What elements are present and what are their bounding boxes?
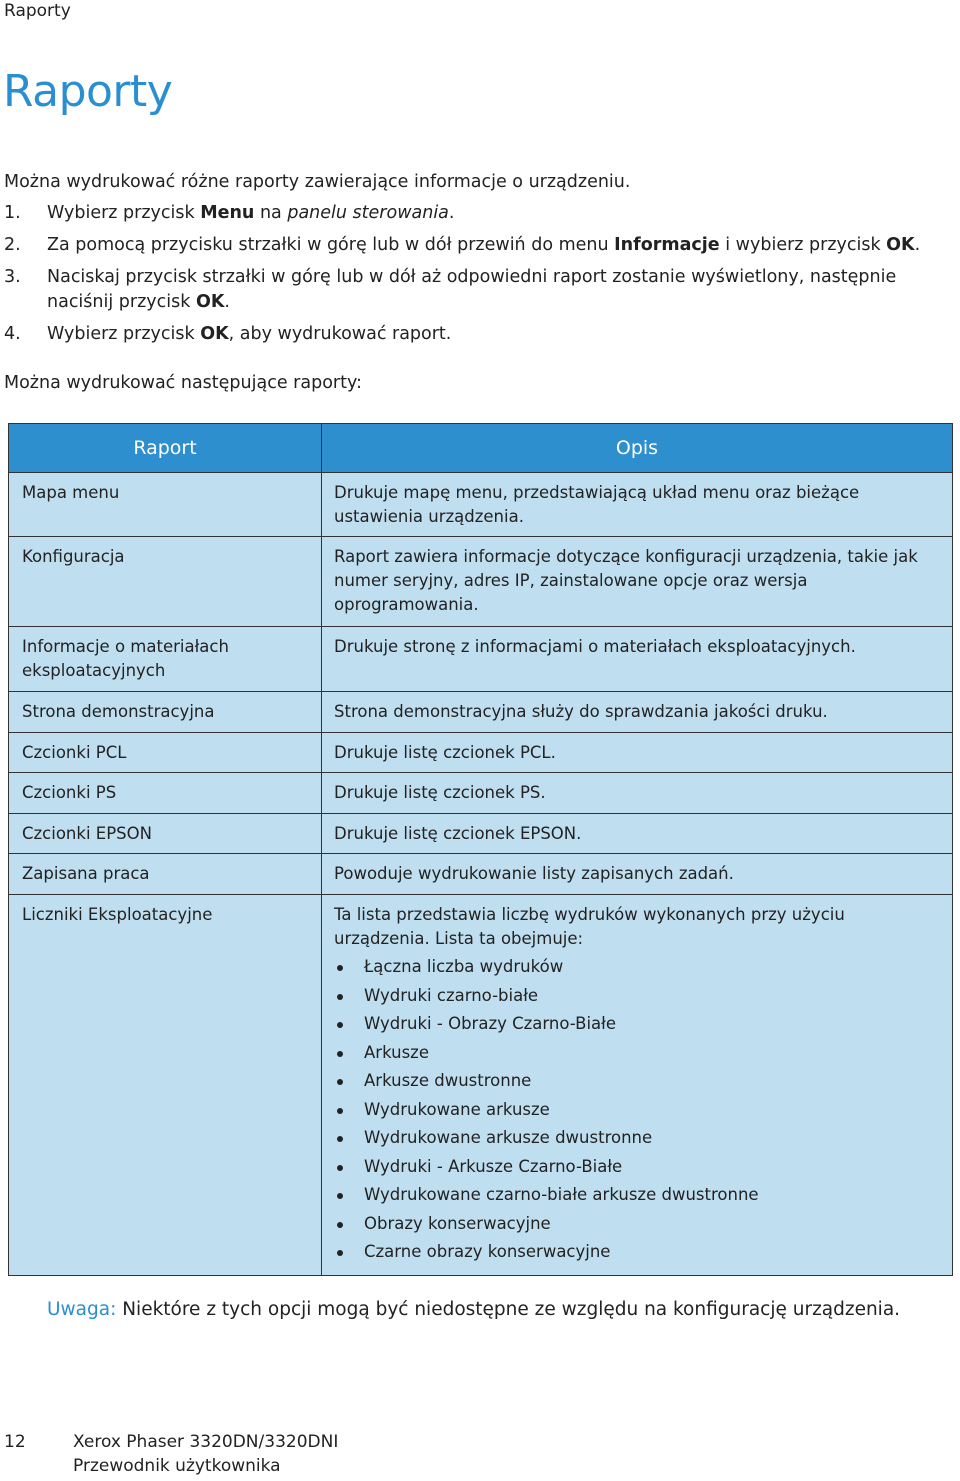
table-row	[9, 473, 953, 537]
footer-product: Xerox Phaser 3320DN/3320DNI	[73, 1432, 339, 1452]
step-text: .	[224, 292, 230, 312]
table-intro: Można wydrukować następujące raporty:	[4, 373, 362, 393]
list-item: Wydrukowane arkusze dwustronne	[334, 1124, 940, 1153]
report-description	[322, 895, 953, 1276]
list-item: Wydruki czarno-białe	[334, 982, 940, 1011]
step-bold-term: Informacje	[614, 235, 720, 255]
table-row	[9, 773, 953, 814]
step-bold-term: OK	[195, 292, 225, 312]
list-item: Arkusze	[334, 1039, 940, 1068]
report-description: Drukuje listę czcionek EPSON.	[322, 814, 953, 854]
step-item	[4, 322, 954, 347]
table-row	[9, 733, 953, 773]
note-text: Niektóre z tych opcji mogą być niedostępne ze względu na konfigurację urządzenia.	[116, 1299, 901, 1320]
step-text: Wybierz przycisk	[47, 203, 201, 223]
step-bold-term: OK	[886, 235, 915, 255]
page-title: Raporty	[3, 66, 173, 117]
table-header-row	[9, 424, 953, 473]
reports-table	[8, 423, 953, 1276]
running-header: Raporty	[4, 1, 71, 21]
step-number: 1.	[4, 203, 21, 223]
report-name: Liczniki Eksploatacyjne	[9, 895, 322, 1276]
note-label: Uwaga:	[47, 1299, 117, 1320]
header-opis: Opis	[322, 424, 953, 473]
table-row	[9, 854, 953, 895]
note	[47, 1297, 900, 1323]
list-item: Czarne obrazy konserwacyjne	[334, 1238, 940, 1267]
step-item	[4, 233, 954, 258]
table-row	[9, 692, 953, 733]
step-bold-term: Menu	[200, 203, 255, 223]
step-text: Za pomocą przycisku strzałki w górę lub w dół przewiń do menu	[47, 235, 615, 255]
report-description: Drukuje mapę menu, przedstawiającą układ menu oraz bieżące ustawienia urządzenia.	[322, 473, 953, 537]
step-text: Naciskaj przycisk strzałki w górę lub w dół aż odpowiedni raport zostanie wyświetlony, następnie naciśnij przycisk	[47, 267, 897, 312]
report-description: Drukuje stronę z informacjami o materiałach eksploatacyjnych.	[322, 627, 953, 692]
table-row	[9, 627, 953, 692]
list-item: Wydruki - Arkusze Czarno-Białe	[334, 1153, 940, 1182]
report-name: Czcionki EPSON	[9, 814, 322, 854]
report-description-text: Ta lista przedstawia liczbę wydruków wykonanych przy użyciu urządzenia. Lista ta obejmuje:	[334, 905, 845, 948]
report-description: Drukuje listę czcionek PS.	[322, 773, 953, 814]
step-text: .	[448, 203, 455, 223]
step-text: i wybierz przycisk	[719, 235, 887, 255]
table-row	[9, 895, 953, 1276]
step-text: , aby wydrukować raport.	[228, 324, 452, 344]
list-item: Wydrukowane czarno-białe arkusze dwustronne	[334, 1181, 940, 1210]
step-text: .	[914, 235, 921, 255]
list-item: Arkusze dwustronne	[334, 1067, 940, 1096]
report-name: Czcionki PS	[9, 773, 322, 814]
step-bold-term: OK	[200, 324, 229, 344]
report-description: Drukuje listę czcionek PCL.	[322, 733, 953, 773]
step-item	[4, 265, 954, 315]
report-name: Mapa menu	[9, 473, 322, 537]
footer-guide: Przewodnik użytkownika	[73, 1456, 281, 1476]
step-italic-term: panelu sterowania	[287, 203, 449, 223]
report-description: Raport zawiera informacje dotyczące konfiguracji urządzenia, takie jak numer seryjny, adres IP, zainstalowane opcje oraz wersja oprogramowania.	[322, 537, 953, 627]
report-description: Strona demonstracyjna służy do sprawdzania jakości druku.	[322, 692, 953, 733]
header-raport: Raport	[9, 424, 322, 473]
step-number: 3.	[4, 267, 21, 287]
report-name: Strona demonstracyjna	[9, 692, 322, 733]
page-number: 12	[4, 1432, 26, 1452]
list-item: Obrazy konserwacyjne	[334, 1210, 940, 1239]
steps-list	[4, 201, 954, 354]
counter-list	[334, 953, 940, 1267]
step-text: na	[254, 203, 288, 223]
table-row	[9, 537, 953, 627]
list-item: Wydrukowane arkusze	[334, 1096, 940, 1125]
list-item: Łączna liczba wydruków	[334, 953, 940, 982]
report-name: Czcionki PCL	[9, 733, 322, 773]
list-item: Wydruki - Obrazy Czarno-Białe	[334, 1010, 940, 1039]
report-name: Zapisana praca	[9, 854, 322, 895]
step-text: Wybierz przycisk	[47, 324, 201, 344]
step-number: 4.	[4, 324, 21, 344]
report-name: Konfiguracja	[9, 537, 322, 627]
step-number: 2.	[4, 235, 21, 255]
step-item	[4, 201, 954, 226]
intro-paragraph: Można wydrukować różne raporty zawierające informacje o urządzeniu.	[4, 172, 631, 192]
table-row	[9, 814, 953, 854]
report-description: Powoduje wydrukowanie listy zapisanych zadań.	[322, 854, 953, 895]
report-name: Informacje o materiałach eksploatacyjnych	[9, 627, 322, 692]
